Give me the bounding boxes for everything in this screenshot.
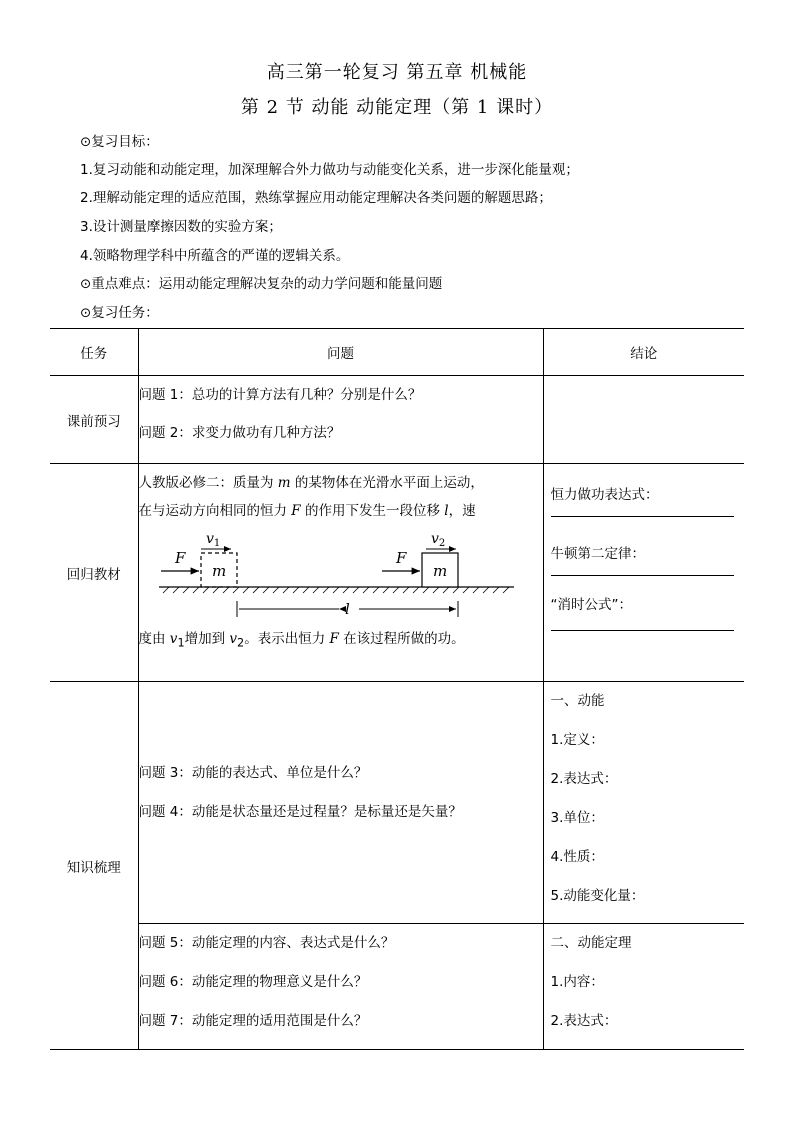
problem-text: 增加到 <box>184 631 230 647</box>
conclusion-newton-second-law: 牛顿第二定律： <box>550 546 645 562</box>
conclusion-energy-change: 5.动能变化量： <box>550 888 645 904</box>
tasks-heading: ⊙复习任务： <box>80 305 159 321</box>
question-5: 问题 5：动能定理的内容、表达式是什么？ <box>138 935 395 951</box>
problem-text-line2 <box>139 497 543 525</box>
answer-blank[interactable] <box>551 574 734 576</box>
distance-label: l <box>344 600 350 618</box>
question-7: 问题 7：动能定理的适用范围是什么？ <box>138 1013 368 1029</box>
answer-blank[interactable] <box>551 515 734 517</box>
column-header-conclusion: 结论 <box>543 329 744 376</box>
section-title: 第 2 节 动能 动能定理（第 1 课时） <box>240 97 554 118</box>
conclusion-definition: 1.定义： <box>550 732 604 748</box>
preview-conclusion <box>543 376 744 464</box>
table-row-preview <box>50 376 744 464</box>
knowledge-questions-2 <box>138 924 543 1050</box>
problem-text: 在该过程所做的功。 <box>338 631 465 647</box>
table-row-knowledge-1 <box>50 682 744 924</box>
initial-force-label: F <box>174 549 185 567</box>
conclusion-time-elimination-formula: “消时公式”： <box>550 597 632 613</box>
textbook-conclusions <box>543 464 744 682</box>
key-points: ⊙重点难点：运用动能定理解决复杂的动力学问题和能量问题 <box>80 276 443 292</box>
v1-label: $v_1$ <box>205 531 220 549</box>
symbol-m: m <box>277 475 291 491</box>
conclusion-work-expression: 恒力做功表达式： <box>550 487 659 503</box>
knowledge-conclusions-2 <box>543 924 744 1050</box>
question-2: 问题 2：求变力做功有几种方法？ <box>138 425 341 441</box>
v2-label: $v_2$ <box>430 531 445 549</box>
question-4: 问题 4：动能是状态量还是过程量？是标量还是矢量？ <box>138 803 462 820</box>
problem-text: ，速 <box>448 503 476 519</box>
conclusion-theorem-heading: 二、动能定理 <box>550 935 632 951</box>
symbol-v1-sub: 1 <box>177 636 185 650</box>
table-row-knowledge-2 <box>50 924 744 1050</box>
block-motion-figure <box>139 525 529 625</box>
symbol-F: F <box>291 503 301 519</box>
problem-text: 在与运动方向相同的恒力 <box>138 503 292 519</box>
answer-blank[interactable] <box>551 629 734 631</box>
knowledge-questions-1 <box>138 682 543 924</box>
goal-item: 3.设计测量摩擦因数的实验方案； <box>80 219 282 235</box>
goal-item: 4.领略物理学科中所蕴含的严谨的逻辑关系。 <box>80 248 350 264</box>
problem-text: 人教版必修二：质量为 <box>138 475 278 491</box>
symbol-v2: v <box>229 631 238 647</box>
problem-text-line1 <box>139 469 543 497</box>
task-knowledge: 知识梳理 <box>50 682 138 1050</box>
symbol-l: l <box>444 503 449 519</box>
document-title: 高三第一轮复习 第五章 机械能 <box>266 62 528 83</box>
table-header-row <box>50 329 744 376</box>
question-1: 问题 1：总功的计算方法有几种？分别是什么？ <box>138 387 422 403</box>
conclusion-content: 1.内容： <box>550 974 604 990</box>
task-preview: 课前预习 <box>50 376 138 464</box>
question-3: 问题 3：动能的表达式、单位是什么？ <box>138 764 368 781</box>
goal-item: 1.复习动能和动能定理，加深理解合外力做功与动能变化关系，进一步深化能量观； <box>80 162 579 178</box>
textbook-problem <box>138 464 543 682</box>
preview-questions <box>138 376 543 464</box>
conclusion-expression: 2.表达式： <box>550 771 618 787</box>
symbol-v1: v <box>169 631 178 647</box>
final-block-mass-label: m <box>432 562 447 580</box>
conclusion-unit: 3.单位： <box>550 810 604 826</box>
column-header-question: 问题 <box>138 329 543 376</box>
goals-heading: ⊙复习目标： <box>80 134 159 150</box>
symbol-F: F <box>329 631 339 647</box>
problem-text-line3 <box>139 625 543 658</box>
problem-text: 的某物体在光滑水平面上运动， <box>290 475 484 491</box>
symbol-v2-sub: 2 <box>237 636 245 650</box>
initial-block-mass-label: m <box>211 562 226 580</box>
column-header-task: 任务 <box>50 329 138 376</box>
problem-text: 度由 <box>138 631 170 647</box>
final-force-label: F <box>395 549 406 567</box>
conclusion-kinetic-energy-heading: 一、动能 <box>550 693 605 709</box>
goal-item: 2.理解动能定理的适应范围，熟练掌握应用动能定理解决各类问题的解题思路； <box>80 190 552 206</box>
problem-text: 的作用下发生一段位移 <box>300 503 445 519</box>
knowledge-conclusions-1 <box>543 682 744 924</box>
table-row-textbook <box>50 464 744 682</box>
ground-hatching <box>163 587 509 593</box>
review-task-table <box>50 328 744 1050</box>
conclusion-theorem-expression: 2.表达式： <box>550 1013 618 1029</box>
conclusion-property: 4.性质： <box>550 849 604 865</box>
problem-text: 。表示出恒力 <box>244 631 330 647</box>
task-textbook: 回归教材 <box>50 464 138 682</box>
question-6: 问题 6：动能定理的物理意义是什么？ <box>138 974 368 990</box>
